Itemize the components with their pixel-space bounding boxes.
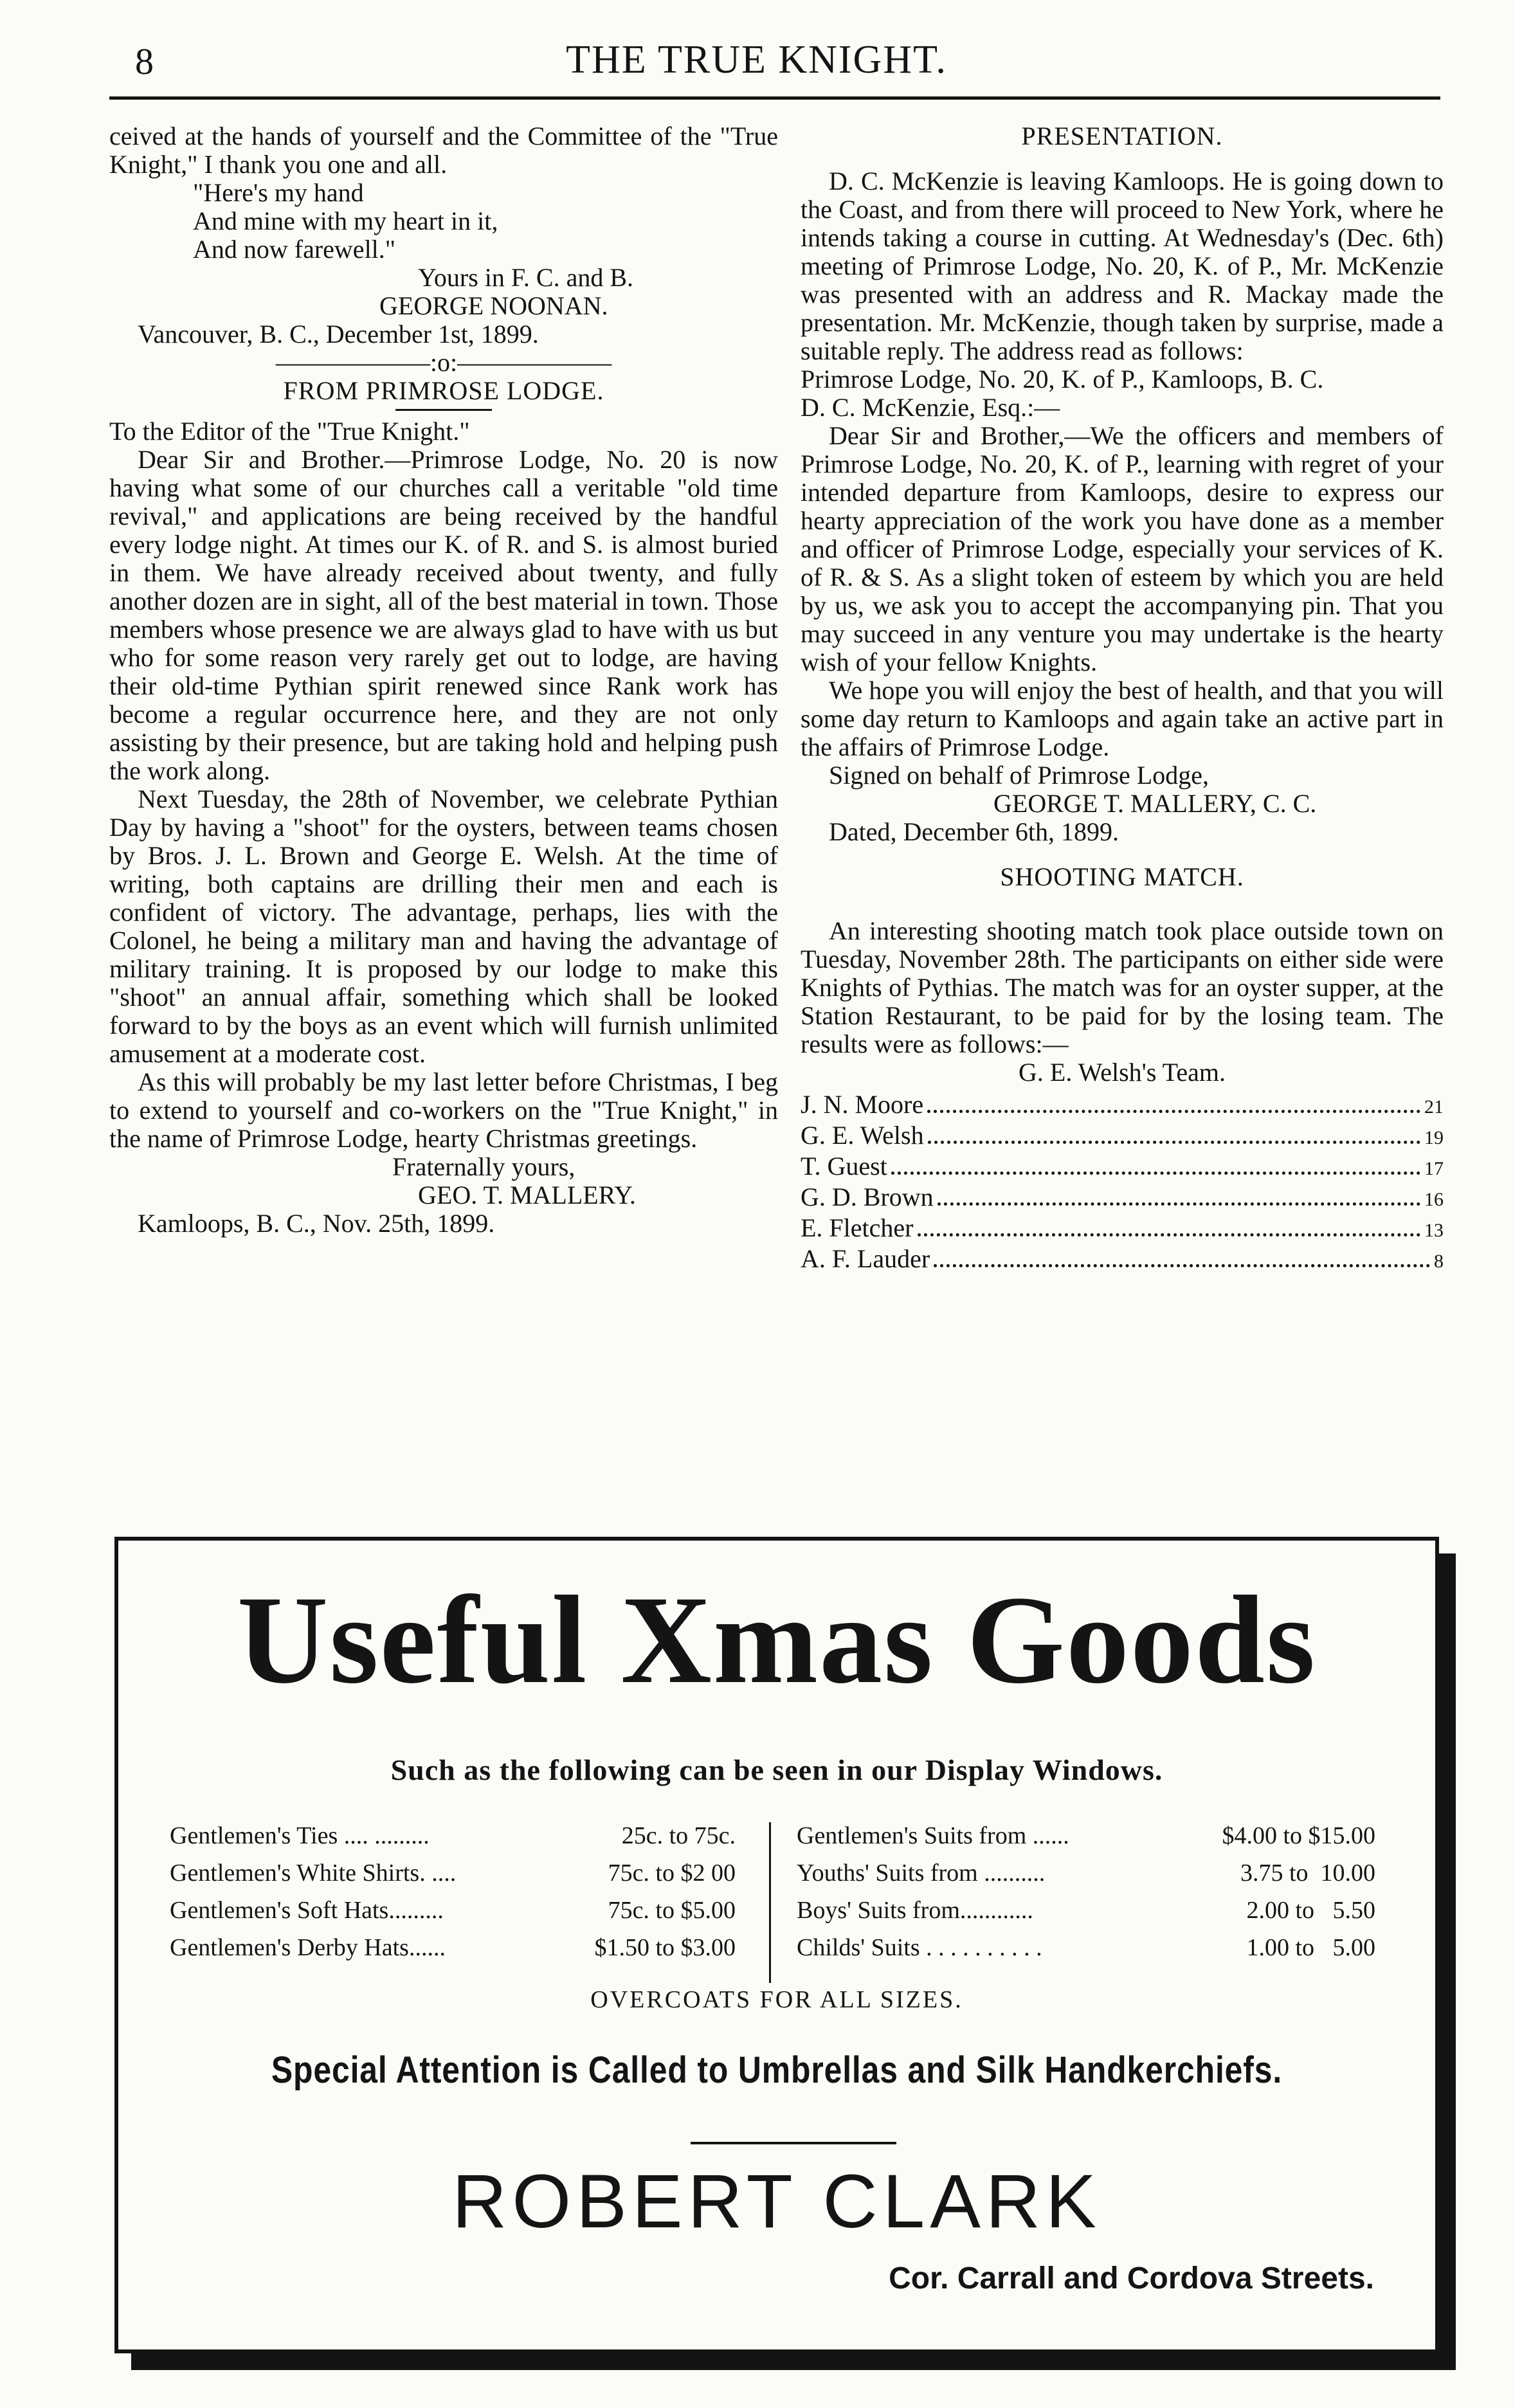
ad-address: Cor. Carrall and Cordova Streets. (889, 2261, 1374, 2295)
ad-item-dots: .... ......... (338, 1822, 430, 1849)
ad-item-price: 25c. to 75c. (621, 1822, 736, 1849)
ad-column-divider (769, 1822, 771, 1983)
leader-dots (938, 1202, 1420, 1206)
primrose-heading: FROM PRIMROSE LODGE. (283, 376, 604, 405)
header-rule (109, 96, 1440, 100)
score-list (801, 1091, 1444, 1276)
ad-item-line (797, 1892, 1246, 1929)
primrose-signature: GEO. T. MALLERY. (418, 1181, 636, 1209)
ad-item-name: Gentlemen's Soft Hats (170, 1897, 389, 1924)
ad-special-attention: Special Attention is Called to Umbrellas and Silk Handkerchiefs. (271, 2049, 1283, 2091)
presentation-heading: PRESENTATION. (1021, 122, 1223, 150)
signed-on-behalf: Signed on behalf of Primrose Lodge, (829, 761, 1209, 790)
shooting-paragraph: An interesting shooting match took place outside town on Tuesday, November 28th. The participants on either side were Knights of Pythias. The match was for an oyster supper, at the Station Restaurant, to be paid for by the losing team. The results were as follows:— (801, 916, 1444, 1058)
score-row (801, 1121, 1444, 1152)
ad-item-name: Boys' Suits from (797, 1897, 960, 1924)
ad-item-line (797, 1929, 1246, 1966)
section-separator: ——————:o:—————— (275, 348, 612, 377)
address-body: Dear Sir and Brother,—We the officers and members of Primrose Lodge, No. 20, K. of P., learning with regret of your intended departure from Kamloops, desire to express our hearty appreciation of the work you have done as a member and officer of Primrose Lodge, especially your services of K. of R. & S. As a slight token of esteem by which you are held by us, we ask you to accept the accompanying pin. That you may succeed in any venture you may undertake is the hearty wish of your fellow Knights. (801, 421, 1444, 676)
ad-price-row (797, 1929, 1375, 1966)
right-column (801, 122, 1444, 1276)
ad-item-dots: ......... (388, 1897, 444, 1924)
presentation-dated: Dated, December 6th, 1899. (829, 817, 1119, 846)
score-name: J. N. Moore (801, 1090, 924, 1119)
heading-rule (395, 409, 492, 411)
primrose-paragraph-3: As this will probably be my last letter before Christmas, I beg to extend to yourself and co-workers on the "True Knight," in the name of Primrose Lodge, hearty Christmas greetings. (109, 1067, 778, 1153)
leader-dots (891, 1172, 1420, 1175)
ad-item-line (170, 1892, 608, 1929)
score-value: 21 (1424, 1096, 1444, 1118)
ad-price-list-right (797, 1817, 1375, 1966)
ad-item-price: $1.50 to $3.00 (594, 1934, 736, 1961)
ad-price-row (170, 1892, 736, 1929)
journal-title: THE TRUE KNIGHT. (566, 38, 947, 82)
ad-item-name: Gentlemen's Ties (170, 1822, 338, 1849)
score-row (801, 1245, 1444, 1276)
advertisement (114, 1537, 1439, 2353)
ad-item-line (797, 1817, 1222, 1854)
score-value: 16 (1424, 1189, 1444, 1210)
score-name: A. F. Lauder (801, 1244, 930, 1273)
score-row (801, 1214, 1444, 1245)
score-value: 8 (1434, 1251, 1444, 1272)
left-column (109, 122, 778, 1238)
ad-item-dots: . .... (419, 1860, 457, 1887)
ad-item-dots: . . . . . . . . . . (920, 1934, 1042, 1961)
ad-item-price: 75c. to $2 00 (608, 1860, 736, 1887)
farewell-verse: "Here's my hand And mine with my heart in it, And now farewell." (193, 178, 498, 264)
team-heading: G. E. Welsh's Team. (1019, 1058, 1226, 1087)
presentation-paragraph: D. C. McKenzie is leaving Kamloops. He is going down to the Coast, and from there will proceed to New York, where he intends taking a course in cutting. At Wednesday's (Dec. 6th) meeting of Primrose Lodge, No. 20, K. of P., Mr. McKenzie was presented with an address and R. Mackay made the presentation. Mr. McKenzie, though taken by surprise, made a suitable reply. The address read as follows: (801, 167, 1444, 365)
ad-price-row (797, 1854, 1375, 1892)
primrose-closing: Fraternally yours, (392, 1152, 575, 1181)
shooting-heading: SHOOTING MATCH. (1000, 862, 1244, 891)
ad-item-name: Youths' Suits from (797, 1860, 978, 1887)
ad-item-name: Gentlemen's White Shirts (170, 1860, 420, 1887)
ad-item-name: Gentlemen's Derby Hats (170, 1934, 409, 1961)
noonan-signature: GEORGE NOONAN. (379, 291, 608, 320)
ad-price-row (797, 1892, 1375, 1929)
ad-item-price: 2.00 to 5.50 (1246, 1897, 1375, 1924)
score-name: G. E. Welsh (801, 1121, 924, 1150)
ad-merchant-name: ROBERT CLARK (452, 2159, 1101, 2244)
leader-dots (934, 1264, 1430, 1267)
noonan-letter-closing: ceived at the hands of yourself and the Committee of the "True Knight," I thank you one and all. (109, 122, 778, 179)
leader-dots (928, 1141, 1420, 1144)
primrose-addressee: To the Editor of the "True Knight." (109, 417, 470, 446)
noonan-dateline: Vancouver, B. C., December 1st, 1899. (138, 320, 539, 349)
presentation-signer: GEORGE T. MALLERY, C. C. (993, 789, 1317, 818)
ad-item-dots: ...... (1026, 1822, 1069, 1849)
ad-item-dots: ............ (959, 1897, 1033, 1924)
score-row (801, 1183, 1444, 1214)
leader-dots (918, 1233, 1421, 1236)
ad-item-dots: .......... (977, 1860, 1046, 1887)
leader-dots (927, 1110, 1420, 1113)
score-value: 17 (1424, 1158, 1444, 1179)
score-value: 19 (1424, 1127, 1444, 1148)
score-name: E. Fletcher (801, 1213, 914, 1242)
ad-item-line (170, 1817, 622, 1854)
separator-mark: :o: (430, 348, 458, 377)
ad-item-line (170, 1854, 608, 1892)
ad-item-name: Childs' Suits (797, 1934, 920, 1961)
score-row (801, 1152, 1444, 1183)
ad-price-row (170, 1929, 736, 1966)
ad-item-name: Gentlemen's Suits from (797, 1822, 1027, 1849)
score-value: 13 (1424, 1220, 1444, 1241)
score-name: G. D. Brown (801, 1182, 934, 1211)
ad-item-line (797, 1854, 1240, 1892)
ad-price-row (797, 1817, 1375, 1854)
address-to: D. C. McKenzie, Esq.:— (801, 393, 1060, 422)
ad-price-row (170, 1817, 736, 1854)
ad-headline: Useful Xmas Goods (237, 1570, 1317, 1710)
ad-item-price: $4.00 to $15.00 (1222, 1822, 1375, 1849)
ad-rule (691, 2142, 896, 2144)
primrose-paragraph-1: Dear Sir and Brother.—Primrose Lodge, No. 20 is now having what some of our churches call a veritable "old time revival," and applications are being received by the handful every lodge night. At times our K. of R. and S. is almost buried in them. We have already received about twenty, and fully another dozen are in sight, all of the best material in town. Those members whose presence we are always glad to have with us but who for some reason very rarely get out to lodge, are having their old-time Pythian spirit renewed since Rank work has become a regular occurrence here, and they are not only assisting by their presence, but are taking hold and helping push the work along. (109, 445, 778, 785)
ad-subhead: Such as the following can be seen in our Display Windows. (390, 1753, 1163, 1786)
ad-price-list-left (170, 1817, 736, 1966)
ad-price-row (170, 1854, 736, 1892)
primrose-paragraph-2: Next Tuesday, the 28th of November, we celebrate Pythian Day by having a "shoot" for the oysters, between teams chosen by Bros. J. L. Brown and George E. Welsh. At the time of writing, both captains are drilling their men and each is confident of victory. The advantage, perhaps, lies with the Colonel, he being a military man and having the advantage of military training. It is proposed by our lodge to make this "shoot" an annual affair, something which shall be looked forward to by the boys as an event which will furnish unlimited amusement at a moderate cost. (109, 784, 778, 1068)
ad-item-line (170, 1929, 594, 1966)
address-from: Primrose Lodge, No. 20, K. of P., Kamloops, B. C. (801, 365, 1324, 394)
noonan-yours: Yours in F. C. and B. (418, 263, 634, 292)
primrose-dateline: Kamloops, B. C., Nov. 25th, 1899. (138, 1209, 495, 1238)
score-row (801, 1091, 1444, 1121)
ad-item-price: 3.75 to 10.00 (1240, 1860, 1375, 1887)
score-name: T. Guest (801, 1152, 887, 1181)
address-hope: We hope you will enjoy the best of health, and that you will some day return to Kamloops and again take an active part in the affairs of Primrose Lodge. (801, 676, 1444, 761)
page-number: 8 (135, 41, 154, 82)
ad-item-dots: ...... (408, 1934, 446, 1961)
ad-item-price: 75c. to $5.00 (608, 1897, 736, 1924)
ad-overcoats: OVERCOATS FOR ALL SIZES. (590, 1986, 963, 2013)
ad-item-price: 1.00 to 5.00 (1246, 1934, 1375, 1961)
